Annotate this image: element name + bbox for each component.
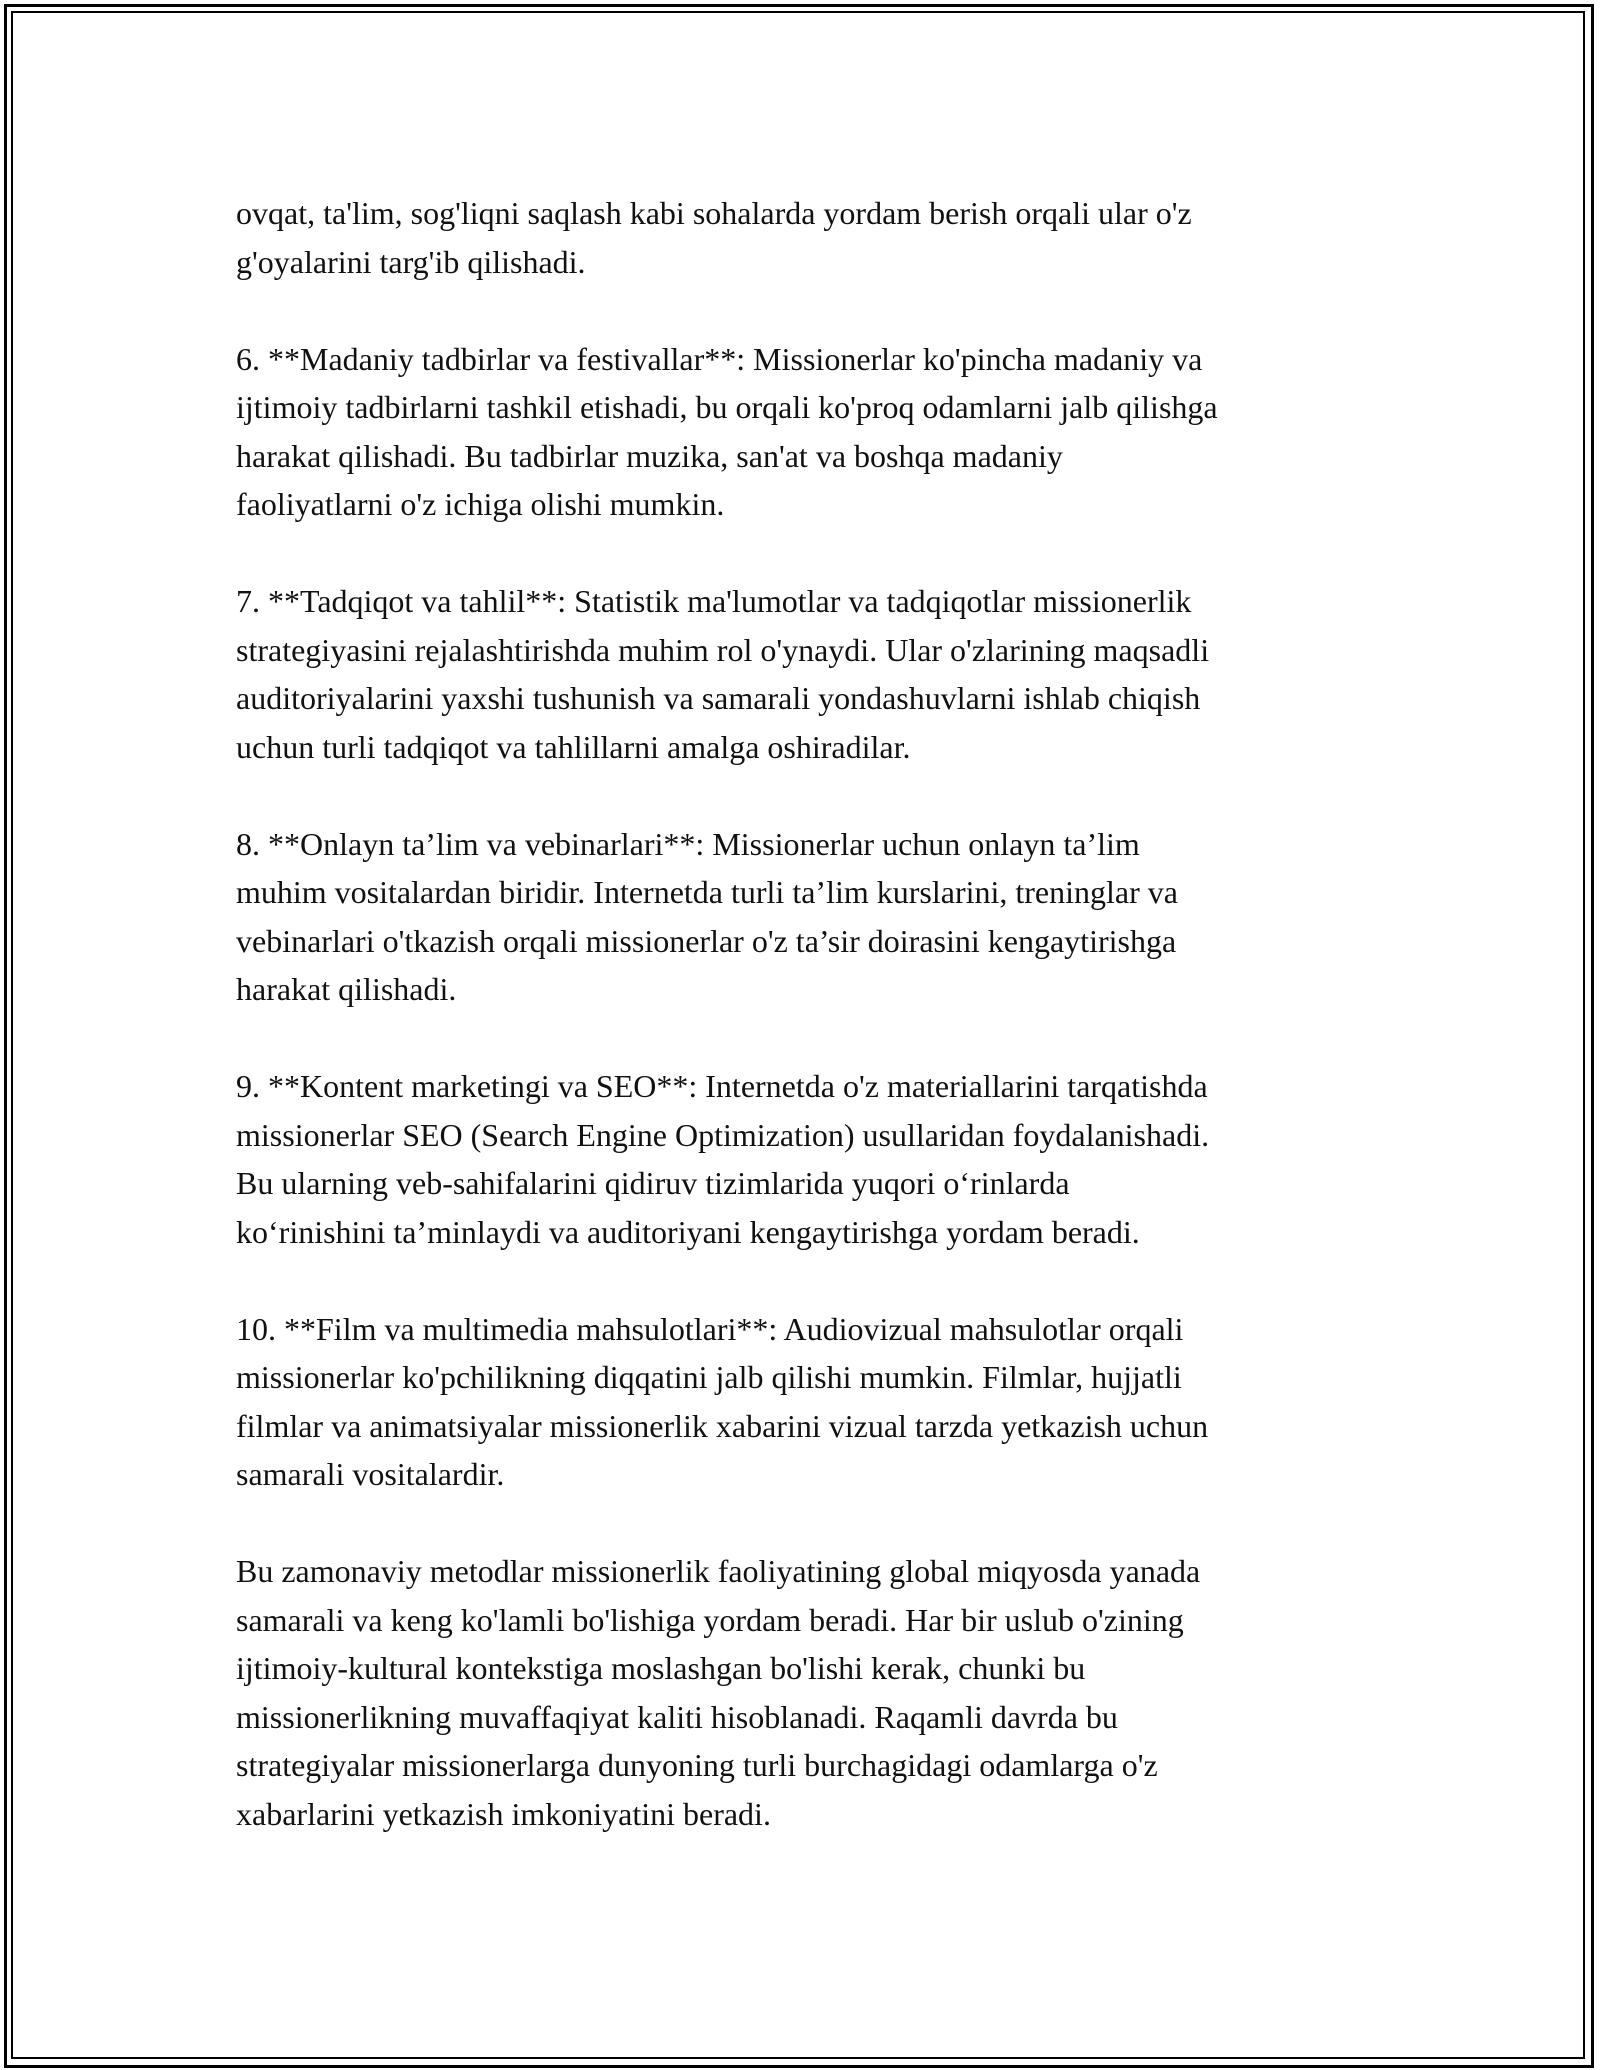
paragraph-item-9: 9. **Kontent marketingi va SEO**: Internetda o'z materiallarini tarqatishda missionerlar SEO (Search Engine Optimization) usullaridan foydalanishadi. Bu ularning veb-sahifalarini qidiruv tizimlarida yuqori o‘rinlarda ko‘rinishini ta’minlaydi va auditoriyani kengaytirishga yordam beradi. xyxy=(236,1068,1210,1250)
paragraph-continuation: ovqat, ta'lim, sog'liqni saqlash kabi sohalarda yordam berish orqali ular o'z g'oyalarini targ'ib qilishadi. xyxy=(236,195,1192,280)
document-body xyxy=(236,189,1386,1887)
paragraph-conclusion: Bu zamonaviy metodlar missionerlik faoliyatining global miqyosda yanada samarali va keng ko'lamli bo'lishiga yordam beradi. Har bir uslub o'zining ijtimoiy-kultural kontekstiga moslashgan bo'lishi kerak, chunki bu missionerlikning muvaffaqiyat kaliti hisoblanadi. Raqamli davrda bu strategiyalar missionerlarga dunyoning turli burchagidagi odamlarga o'z xabarlarini yetkazish imkoniyatini beradi. xyxy=(236,1553,1201,1832)
paragraph-item-6: 6. **Madaniy tadbirlar va festivallar**: Missionerlar ko'pincha madaniy va ijtimoiy tadbirlarni tashkil etishadi, bu orqali ko'proq odamlarni jalb qilishga harakat qilishadi. Bu tadbirlar muzika, san'at va boshqa madaniy faoliyatlarni o'z ichiga olishi mumkin. xyxy=(236,340,1218,522)
paragraph-item-10: 10. **Film va multimedia mahsulotlari**: Audiovizual mahsulotlar orqali missionerlar ko'pchilikning diqqatini jalb qilishi mumkin. Filmlar, hujjatli filmlar va animatsiyalar missionerlik xabarini vizual tarzda yetkazish uchun samarali vositalardir. xyxy=(236,1310,1209,1492)
paragraph-item-8: 8. **Onlayn ta’lim va vebinarlari**: Missionerlar uchun onlayn ta’lim muhim vositalardan biridir. Internetda turli ta’lim kurslarini, treninglar va vebinarlari o'tkazish orqali missionerlar o'z ta’sir doirasini kengaytirishga harakat qilishadi. xyxy=(236,825,1178,1007)
paragraph-item-7: 7. **Tadqiqot va tahlil**: Statistik ma'lumotlar va tadqiqotlar missionerlik strategiyasini rejalashtirishda muhim rol o'ynaydi. Ular o'zlarining maqsadli auditoriyalarini yaxshi tushunish va samarali yondashuvlarni ishlab chiqish uchun turli tadqiqot va tahlillarni amalga oshiradilar. xyxy=(236,583,1210,765)
